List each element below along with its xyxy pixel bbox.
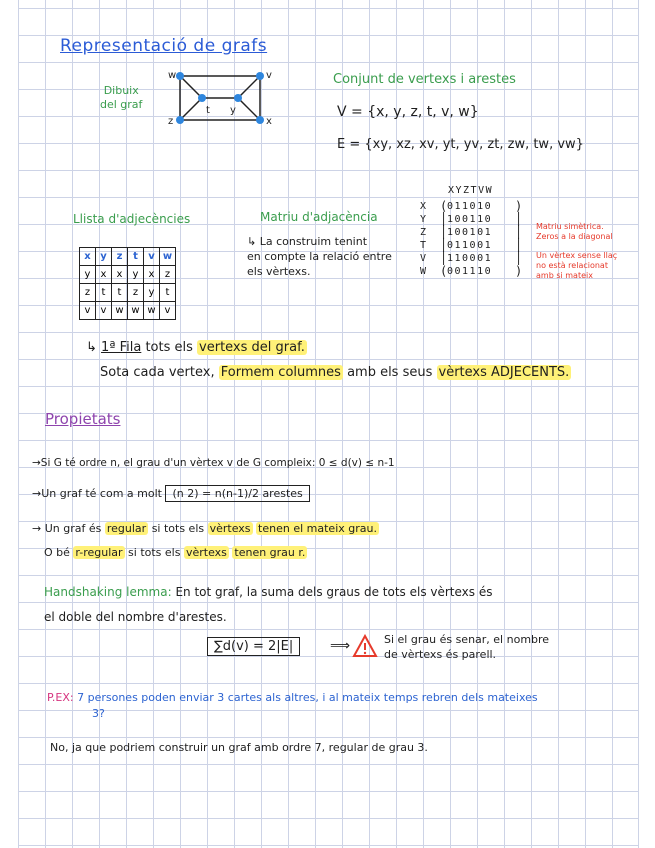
matrix-body: 011010 100110 100101 011001 110001 001110	[447, 201, 493, 277]
matrix-left-paren: ( │ │ │ │ (	[440, 199, 448, 278]
vertex-set: V = {x, y, z, t, v, w}	[337, 104, 479, 120]
node-w	[176, 72, 184, 80]
property-max-edges: →Un graf té com a molt (n 2) = n(n-1)/2 arestes	[32, 487, 310, 500]
edge-set: E = {xy, xz, xv, yt, yv, zt, zw, tw, vw}	[337, 137, 584, 152]
table-row	[80, 266, 176, 284]
cell: w	[144, 302, 160, 320]
cell: v	[144, 248, 160, 266]
example-answer: No, ja que podriem construir un graf amb ordre 7, regular de grau 3.	[50, 741, 428, 754]
graph-drawing-label: Dibuix del graf	[100, 84, 143, 111]
example-question: P.EX: 7 persones poden enviar 3 cartes als altres, i al mateix temps rebren dels mateixes	[47, 691, 538, 704]
graph-drawing	[168, 66, 278, 132]
cell: v	[80, 302, 96, 320]
node-label-x: x	[266, 116, 272, 127]
cell: y	[80, 266, 96, 284]
handshaking-lemma: Handshaking lemma: En tot graf, la suma dels graus de tots els vèrtexs és	[44, 585, 493, 599]
cell: x	[96, 266, 112, 284]
node-label-v: v	[266, 70, 272, 81]
node-z	[176, 116, 184, 124]
node-label-z: z	[168, 116, 174, 127]
property-degree-bound: →Si G té ordre n, el grau d'un vèrtex v de G compleix: 0 ≤ d(v) ≤ n-1	[32, 457, 395, 469]
property-r-regular: O bé r-regular si tots els vèrtexs tenen grau r.	[44, 546, 306, 559]
cell: z	[112, 248, 128, 266]
adj-list-heading: Llista d'adjecències	[73, 212, 191, 226]
warning-note: Si el grau és senar, el nombre de vèrtexs és parell.	[384, 633, 550, 661]
cell: y	[128, 266, 144, 284]
cell: t	[96, 284, 112, 302]
table-row	[80, 284, 176, 302]
cell: w	[128, 302, 144, 320]
node-y	[234, 94, 242, 102]
node-v	[256, 72, 264, 80]
matrix-right-paren: ) │ │ │ │ )	[515, 199, 523, 278]
warning-icon	[352, 634, 378, 658]
handshaking-formula: ∑d(v) = 2|E|	[207, 637, 300, 656]
node-label-t: t	[206, 105, 210, 116]
cell: x	[112, 266, 128, 284]
sets-heading: Conjunt de vertexs i arestes	[333, 72, 516, 87]
cell: y	[96, 248, 112, 266]
cell: z	[160, 266, 176, 284]
table-row	[80, 248, 176, 266]
table-row	[80, 302, 176, 320]
cell: t	[160, 284, 176, 302]
page-title: Representació de grafs	[60, 36, 268, 56]
cell: v	[96, 302, 112, 320]
matrix-col-labels: XYZTVW	[448, 185, 494, 196]
matrix-note-symmetric: Matriu simètrica. Zeros a la diagonal	[536, 222, 613, 241]
cell: x	[80, 248, 96, 266]
adj-matrix-description: ↳ La construim tenint en compte la relació entre els vèrtexs.	[247, 235, 392, 278]
cell: w	[160, 248, 176, 266]
cell: z	[128, 284, 144, 302]
cell: z	[80, 284, 96, 302]
list-note-line1: ↳ 1ª Fila tots els vertexs del graf.	[86, 340, 305, 355]
cell: w	[112, 302, 128, 320]
property-regular: → Un graf és regular si tots els vèrtexs tenen el mateix grau.	[32, 522, 377, 535]
matrix-row-labels: X Y Z T V W	[420, 201, 427, 277]
cell: y	[144, 284, 160, 302]
list-note-line2: Sota cada vertex, Formem columnes amb els seus vèrtexs ADJECENTS.	[100, 365, 570, 380]
cell: x	[144, 266, 160, 284]
node-t	[198, 94, 206, 102]
implies-arrow: ⟹	[330, 638, 351, 654]
node-label-y: y	[230, 105, 236, 116]
node-label-w: w	[168, 70, 177, 81]
node-x	[256, 116, 264, 124]
cell: t	[128, 248, 144, 266]
cell: t	[112, 284, 128, 302]
example-question-cont: 3?	[92, 707, 105, 720]
cell: v	[160, 302, 176, 320]
handshaking-lemma-cont: el doble del nombre d'arestes.	[44, 610, 227, 624]
adj-matrix-heading: Matriu d'adjacència	[260, 210, 378, 224]
adj-list-table	[79, 247, 176, 320]
properties-heading: Propietats	[45, 410, 121, 428]
matrix-note-loop: Un vèrtex sense llaç no està relacionat amb si mateix	[536, 251, 618, 280]
